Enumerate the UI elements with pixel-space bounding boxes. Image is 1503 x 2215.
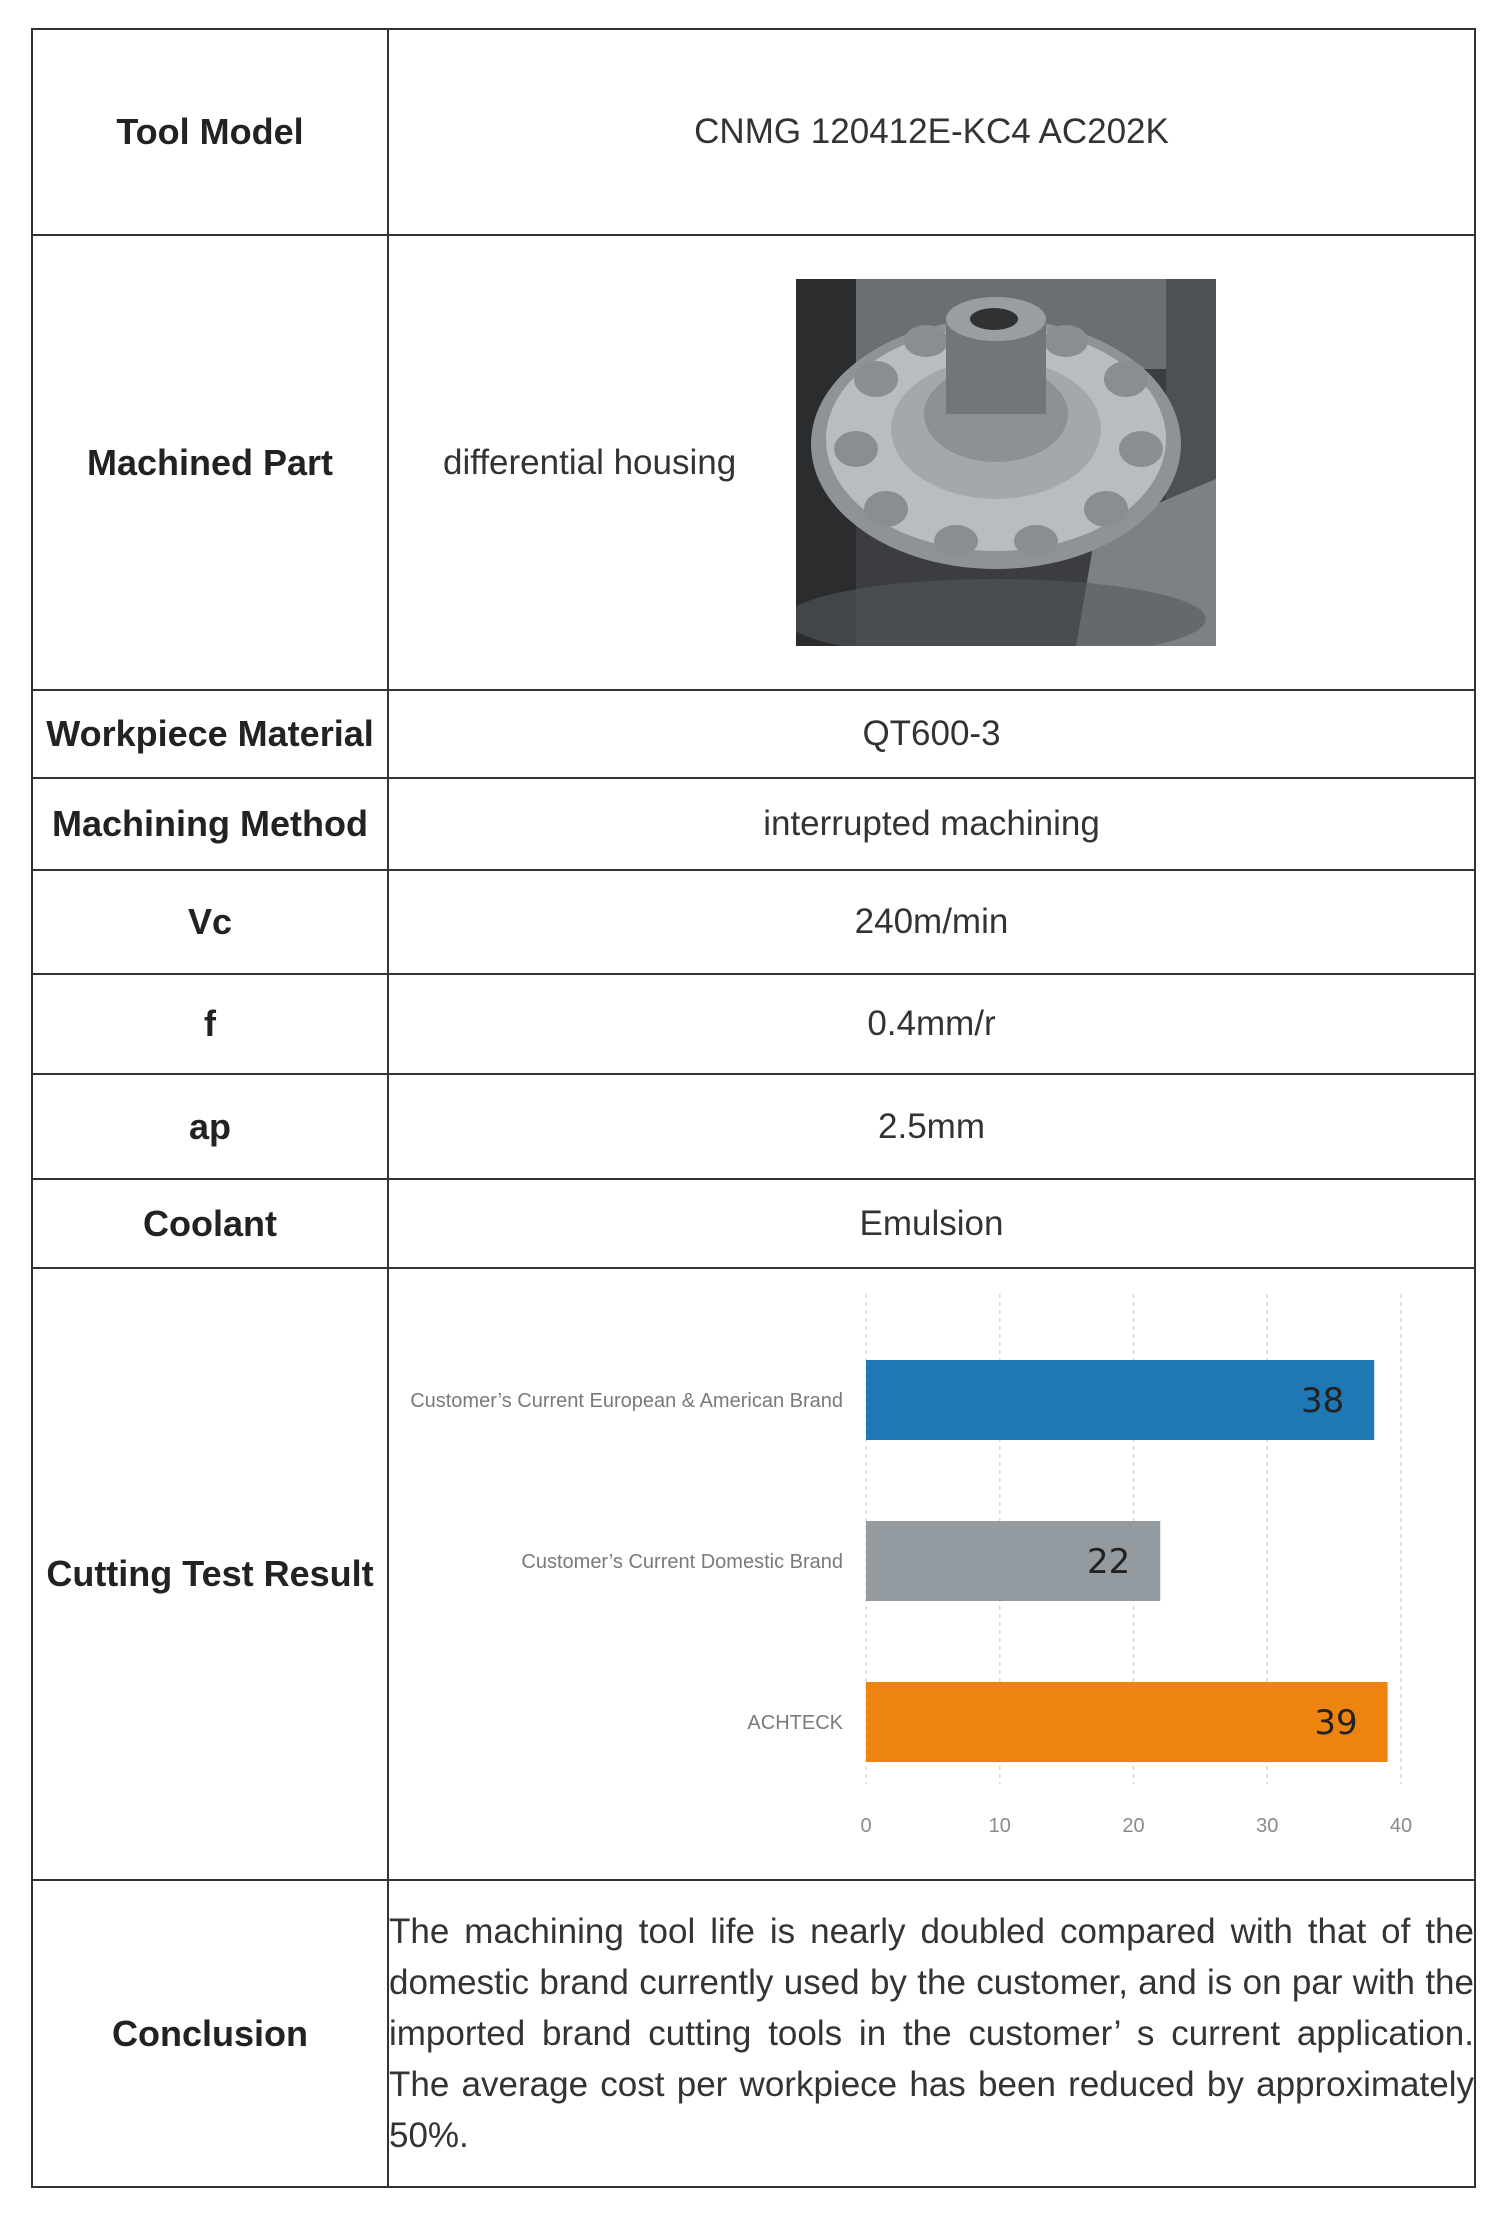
row-cutting-test [32, 1268, 1475, 1880]
coolant-value: Emulsion [388, 1179, 1475, 1268]
data-label: 38 [1300, 1381, 1345, 1421]
cutting-test-bar-chart [389, 1269, 1478, 1877]
differential-housing-photo [796, 279, 1216, 646]
x-tick-label: 40 [1389, 1815, 1413, 1837]
category-label: Customer’s Current Domestic Brand [521, 1551, 843, 1573]
f-value: 0.4mm/r [388, 974, 1475, 1074]
row-ap [32, 1074, 1475, 1179]
ap-label: ap [32, 1074, 388, 1179]
machined-part-label: Machined Part [32, 235, 388, 690]
bar [866, 1360, 1374, 1440]
machined-part-value: differential housing [443, 442, 737, 482]
row-workpiece-material [32, 690, 1475, 778]
row-machining-method [32, 778, 1475, 870]
machined-part-cell [388, 235, 1475, 690]
x-tick-label: 20 [1122, 1815, 1145, 1837]
ap-value: 2.5mm [388, 1074, 1475, 1179]
cutting-test-label: Cutting Test Result [32, 1268, 388, 1880]
bar [866, 1682, 1388, 1762]
row-conclusion [32, 1880, 1475, 2187]
data-label: 39 [1314, 1703, 1358, 1743]
data-label: 22 [1086, 1542, 1131, 1582]
category-label: ACHTECK [747, 1712, 843, 1734]
tool-model-label: Tool Model [32, 29, 388, 235]
machining-method-value: interrupted machining [388, 778, 1475, 870]
cutting-test-cell [388, 1268, 1475, 1880]
conclusion-label: Conclusion [32, 1880, 388, 2187]
x-tick-label: 30 [1256, 1815, 1279, 1837]
conclusion-text: The machining tool life is nearly doubled compared with that of the domestic brand currently used by the customer, and is on par with the imported brand cutting tools in the customer’ s current application. The average cost per workpiece has been reduced by approximately 50%. [388, 1880, 1475, 2187]
row-machined-part [32, 235, 1475, 690]
workpiece-material-label: Workpiece Material [32, 690, 388, 778]
row-f [32, 974, 1475, 1074]
workpiece-material-value: QT600-3 [388, 690, 1475, 778]
cutting-test-chart [389, 1269, 1474, 1877]
tool-model-value: CNMG 120412E-KC4 AC202K [388, 29, 1475, 235]
x-tick-label: 10 [988, 1815, 1011, 1837]
row-coolant [32, 1179, 1475, 1268]
vc-label: Vc [32, 870, 388, 974]
f-label: f [32, 974, 388, 1074]
spec-table [31, 28, 1476, 2188]
coolant-label: Coolant [32, 1179, 388, 1268]
row-vc [32, 870, 1475, 974]
vc-value: 240m/min [388, 870, 1475, 974]
machining-method-label: Machining Method [32, 778, 388, 870]
category-label: Customer’s Current European & American Brand [410, 1390, 843, 1412]
x-tick-label: 0 [860, 1815, 872, 1837]
row-tool-model [32, 29, 1475, 235]
